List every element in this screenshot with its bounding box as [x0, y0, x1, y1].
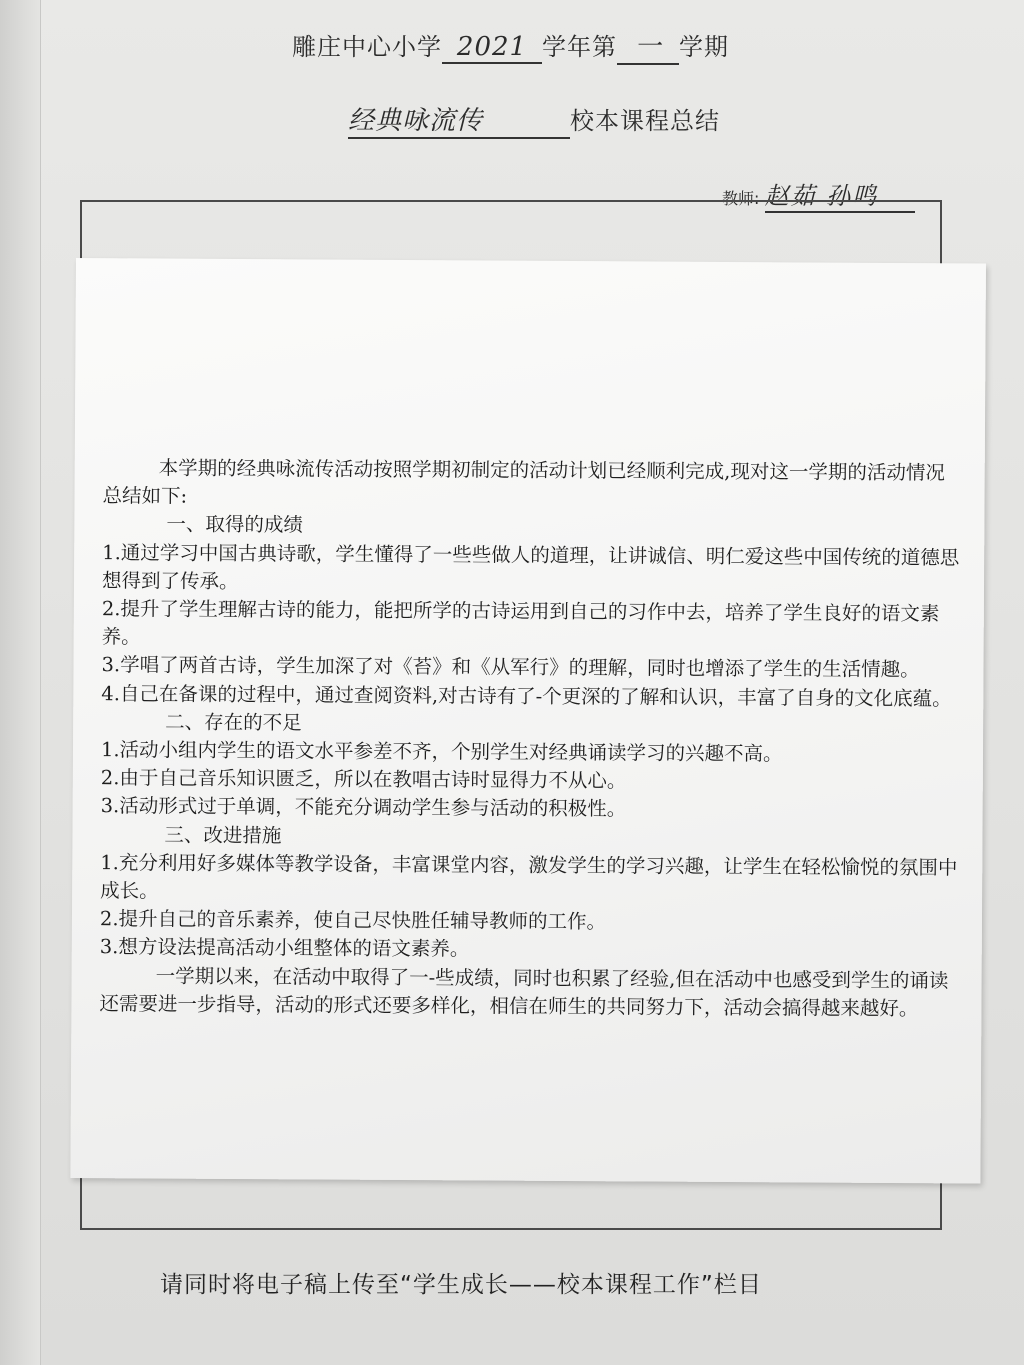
- binder-edge: [0, 0, 41, 1365]
- header-course-title: [348, 100, 720, 139]
- printed-summary-sheet: [70, 258, 986, 1184]
- section-heading: 一、取得的成绩: [166, 512, 303, 537]
- list-item: 3.活动形式过于单调，不能充分调动学生参与活动的积极性。: [100, 794, 627, 821]
- school-name: 雕庄中心小学: [292, 33, 442, 61]
- list-item: 2.由于自己音乐知识匮乏，所以在教唱古诗时显得力不从心。: [100, 766, 627, 793]
- term-suffix: 学期: [679, 33, 729, 61]
- list-item: 3.想方设法提高活动小组整体的语文素养。: [99, 935, 470, 961]
- teacher-label: 教师:: [722, 189, 760, 208]
- list-item: 2.提升自己的音乐素养，使自己尽快胜任辅导教师的工作。: [99, 907, 607, 934]
- list-item: 2.提升了学生理解古诗的能力，能把所学的古诗运用到自己的习作中去，培养了学生良好的语文素养。: [101, 597, 940, 649]
- summary-body: [99, 454, 962, 1023]
- section-heading: 三、改进措施: [164, 823, 282, 847]
- intro-paragraph: 本学期的经典咏流传活动按照学期初制定的活动计划已经顺利完成,现对这一学期的活动情况总结如下:: [102, 456, 945, 508]
- list-item: 4.自己在备课的过程中，通过查阅资料,对古诗有了-个更深的了解和认识，丰富了自身的文化底蕴。: [101, 681, 952, 710]
- teacher-signature: 赵茹 孙鸣: [765, 176, 915, 213]
- section-heading: 二、存在的不足: [165, 710, 302, 735]
- term-field: 一: [617, 26, 679, 65]
- footer-note: 请同时将电子稿上传至“学生成长——校本课程工作”栏目: [160, 1272, 762, 1298]
- summary-title: 校本课程总结: [570, 107, 720, 135]
- list-item: 1.通过学习中国古典诗歌，学生懂得了一些些做人的道理，让讲诚信、明仁爱这些中国传统的道德思想得到了传承。: [101, 540, 960, 593]
- conclusion-paragraph: 一学期以来，在活动中取得了一-些成绩，同时也积累了经验,但在活动中也感受到学生的诵读还需要进一步指导，活动的形式还要多样化，相信在师生的共同努力下，活动会搞得越来越好。: [99, 964, 949, 1021]
- course-name-field: 经典咏流传: [348, 100, 570, 139]
- list-item: 1.活动小组内学生的语文水平参差不齐，个别学生对经典诵读学习的兴趣不高。: [100, 738, 783, 766]
- list-item: 3.学唱了两首古诗，学生加深了对《苔》和《从军行》的理解，同时也增添了学生的生活情趣。: [101, 653, 920, 682]
- year-field: 2021: [442, 32, 542, 64]
- year-suffix: 学年第: [542, 33, 617, 61]
- header-school-term: [292, 26, 729, 65]
- list-item: 1.充分利用好多媒体等教学设备，丰富课堂内容，激发学生的学习兴趣，让学生在轻松愉悦的氛围中成长。: [100, 851, 958, 903]
